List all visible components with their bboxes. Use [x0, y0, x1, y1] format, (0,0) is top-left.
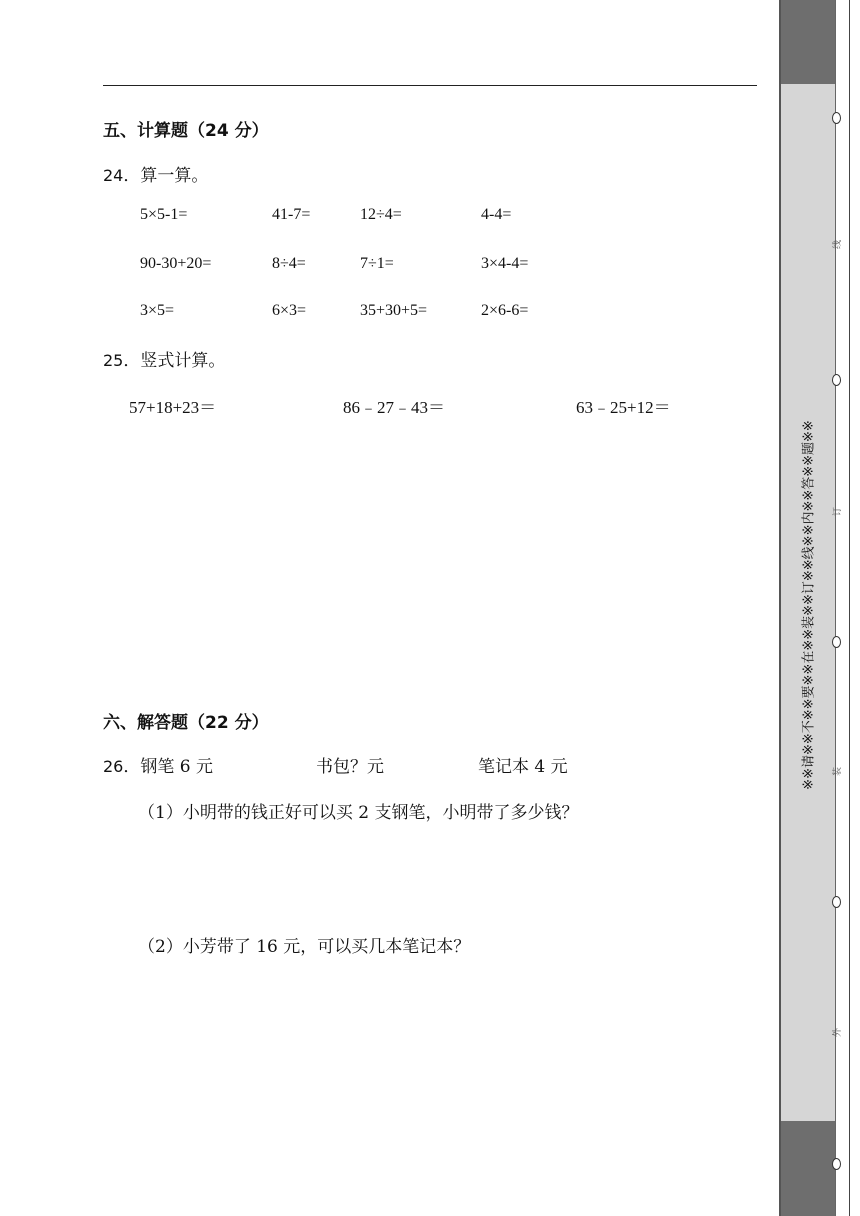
- calc-cell: 3×5=: [140, 302, 175, 319]
- vertical-calc-item: 57+18+23＝: [129, 398, 217, 417]
- question-number-dot: ．: [123, 351, 141, 371]
- question-25: [103, 346, 225, 371]
- calc-cell: 8÷4=: [272, 255, 306, 272]
- binding-mark: 线: [833, 239, 844, 250]
- binding-strip-top-block: [781, 0, 835, 84]
- header-rule: [103, 85, 757, 86]
- question-24: [103, 161, 208, 186]
- question-number-dot: ．: [123, 757, 141, 777]
- binding-hole-icon: [832, 636, 841, 648]
- question-24-number: 24: [103, 166, 124, 185]
- calc-cell: 6×3=: [272, 302, 307, 319]
- price-notebook: 笔记本 4 元: [478, 757, 568, 777]
- question-24-prompt: 算一算。: [140, 166, 209, 186]
- binding-strip-bottom-block: [781, 1121, 835, 1216]
- calc-cell: 35+30+5=: [360, 302, 428, 319]
- binding-hole-icon: [832, 374, 841, 386]
- question-26-part-2: （2）小芳带了 16 元，可以买几本笔记本？: [138, 937, 471, 957]
- vertical-calc-item: 63﹣25+12＝: [576, 398, 671, 417]
- question-26-number: 26: [103, 757, 124, 776]
- calc-cell: 7÷1=: [360, 255, 394, 272]
- binding-hole-icon: [832, 1158, 841, 1170]
- question-number-dot: ．: [123, 166, 141, 186]
- calc-cell: 2×6-6=: [481, 302, 529, 319]
- calc-cell: 4-4=: [481, 206, 512, 223]
- calc-cell: 3×4-4=: [481, 255, 529, 272]
- question-26: [103, 752, 623, 777]
- price-pen: 钢笔 6 元: [140, 757, 213, 777]
- binding-mark: 外: [833, 1027, 844, 1038]
- binding-edge-line: [849, 0, 850, 1216]
- binding-hole-icon: [832, 112, 841, 124]
- calc-cell: 41-7=: [272, 206, 311, 223]
- calc-cell: 12÷4=: [360, 206, 402, 223]
- section-5-title: 五、计算题（24 分）: [103, 121, 269, 141]
- price-schoolbag: 书包？元: [316, 757, 384, 777]
- binding-mark: 装: [833, 766, 844, 777]
- binding-warning-text: ※※请※※不※※要※※在※※装※※订※※线※※内※※答※※题※※: [801, 420, 817, 790]
- binding-mark: 订: [833, 506, 844, 517]
- question-26-part-1: （1）小明带的钱正好可以买 2 支钢笔，小明带了多少钱？: [138, 803, 579, 823]
- calc-cell: 90-30+20=: [140, 255, 212, 272]
- binding-hole-icon: [832, 896, 841, 908]
- question-25-number: 25: [103, 351, 124, 370]
- calc-cell: 5×5-1=: [140, 206, 188, 223]
- question-25-prompt: 竖式计算。: [140, 351, 226, 371]
- section-6-title: 六、解答题（22 分）: [103, 713, 269, 733]
- vertical-calc-item: 86﹣27﹣43＝: [343, 398, 445, 417]
